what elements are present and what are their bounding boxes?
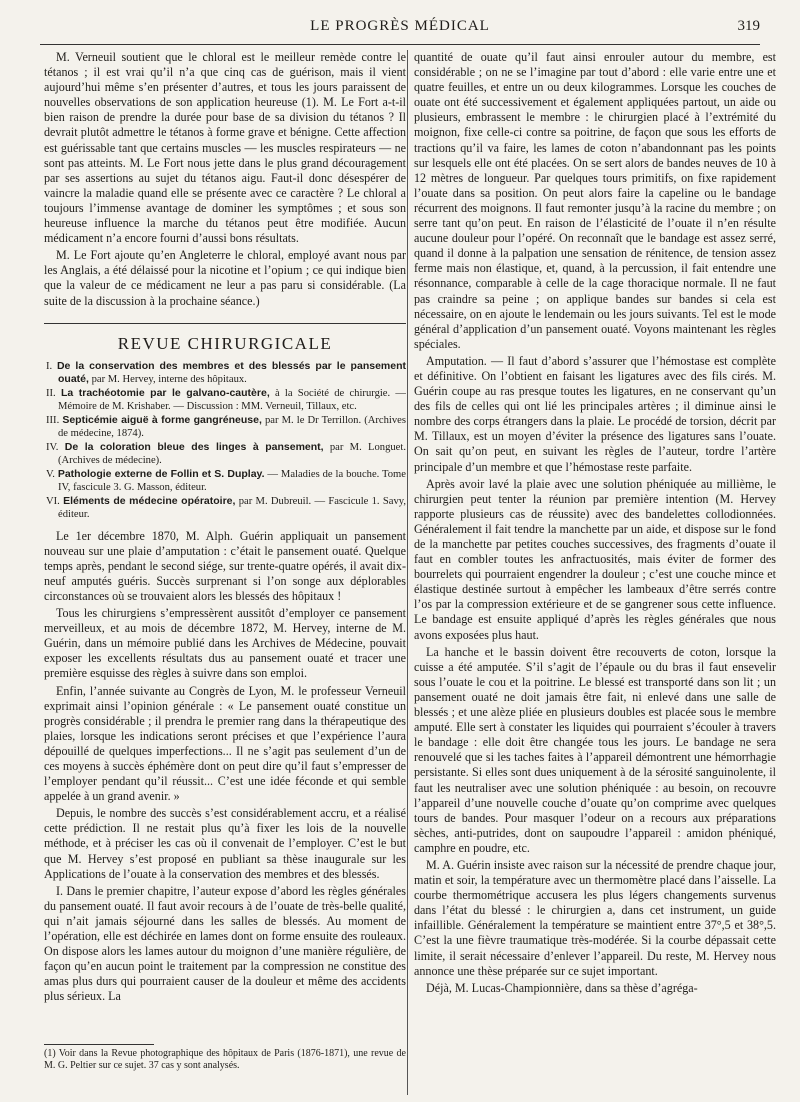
paragraph: Après avoir lavé la plaie avec une solution phéniquée au millième, le chirurgien peut tenter la réunion par première intention (M. Hervey rapporte plusieurs cas de réussite) avec des bandelettes collodionnées. Généralement il fait tendre la manchette par un aide, et dispose sur le fond de la manchette par petites couches successives, des fragments d’ouate il faut en combler toutes les anfractuosités, mais éviter de former des bourrelets qui pourraient engendrer la douleur ; c’est une couche mince et élastique destinée surtout à empêcher les lambeaux d’être serrés contre l’os par la compression extérieure et de se gangrener sous cette influence. Le bandage est ensuite appliqué d’après les règles générales que nous avons exposées plus haut.: [414, 476, 776, 642]
contents-item: V. Pathologie externe de Follin et S. Duplay. — Maladies de la bouche. Tome IV, fascicule 3. G. Masson, éditeur.: [46, 467, 406, 493]
column-divider: [407, 50, 408, 1095]
review-contents-list: [44, 360, 406, 521]
paragraph: Déjà, M. Lucas-Championnière, dans sa thèse d’agréga-: [426, 980, 698, 995]
contents-item: III. Septicémie aiguë à forme gangréneuse, par M. le Dr Terrillon. (Archives de médecine, 1874).: [46, 413, 406, 439]
footnote: (1) Voir dans la Revue photographique des hôpitaux de Paris (1876-1871), une revue de M. G. Peltier sur ce sujet. 37 cas y sont analysés.: [44, 1048, 406, 1071]
paragraph: M. A. Guérin insiste avec raison sur la nécessité de prendre chaque jour, matin et soir, la température avec un thermomètre placé dans l’aisselle. La courbe thermométrique accusera les plus légers changements survenus dans l’état du blessé : le chirurgien a, dans cet instrument, un guide infaillible. Généralement la température se maintient entre 37°,5 et 38°,5. C’est la une fièvre traumatique très-modérée. Si la courbe dépassait cette limite, il serait nécessaire d’enlever l’appareil. Du reste, M. Hervey nous annonce une thèse préparée sur ce sujet important.: [414, 857, 776, 978]
paragraph: La hanche et le bassin doivent être recouverts de coton, lorsque la cuisse a été amputée. S’il s’agit de l’épaule ou du bras il faut ensevelir sous l’ouate le cou et la poitrine. Le blessé est transporté dans son lit ; un pansement ouaté ne doit jamais être fait, ni enlevé dans une salle de blessés ; et une alèze pliée en plusieurs doubles est placée sous le membre amputé. Elle sert à constater les liquides qui pourraient s’écouler à travers le bandage : elle doit être changée tous les jours. Le bandage ne sera renouvelé que si les taches faites à l’appareil démontrent une hémorrhagie persistante. Si elles sont dues uniquement à de la sérosité sanguinolente, il faut les neutraliser avec une solution phéniquée : au besoin, on recouvre l’appareil d’une nouvelle couche d’ouate qu’on comprime avec quelques tours de bandes. Pour masquer l’odeur on a recours aux préparations sèches, anti-putrides, dont on saupoudre l’appareil : amidon phéniqué, camphre en poudre, etc.: [414, 644, 776, 855]
paragraph: Enfin, l’année suivante au Congrès de Lyon, M. le professeur Verneuil exprimait ainsi l’opinion générale : « Le pansement ouaté constitue un progrès considérable ; il prendra le premier rang dans la thérapeutique des plaies, lorsque les indications seront précises et que l’expérience l’aura dépouillé de quelques imperfections... Il ne s’agit pas seulement d’un de ces moyens à succès éphémère dont on peut dire qu’il faut s’empresser de l’employer pendant qu’il réussit... C’est une idée féconde et qui semble appelée à un grand avenir. »: [44, 683, 406, 804]
contents-item: II. La trachéotomie par le galvano-cautère, à la Société de chirurgie. — Mémoire de M. Krishaber. — Discussion : MM. Verneuil, Tillaux, etc.: [46, 386, 406, 412]
contents-item: IV. De la coloration bleue des linges à pansement, par M. Longuet. (Archives de médecine).: [46, 440, 406, 466]
contents-item: VI. Eléments de médecine opératoire, par M. Dubreuil. — Fascicule 1. Savy, éditeur.: [46, 494, 406, 520]
paragraph: Le 1er décembre 1870, M. Alph. Guérin appliquait un pansement nouveau sur une plaie d’amputation : c’était le pansement ouaté. Quelque temps après, pendant le second siége, sur trente-quatre opérés, il avait dix-neuf amputés guéris. Succès surprenant si l’on songe aux déplorables circonstances où se trouvaient alors les blessés des hôpitaux !: [44, 528, 406, 603]
paragraph: Amputation. — Il faut d’abord s’assurer que l’hémostase est complète et définitive. On l’obtient en faisant les ligatures avec des fils cirés. M. Guérin coupe au ras presque toutes les ligatures, en ne conservant qu’un des fils de celles qui ont lié les principales artères ; il diminue ainsi le nombre des corps étrangers dans la plaie. Le procédé de torsion, décrit par M. Tillaux, est un moyen d’éviter la présence des ligatures sans l’ouate. On sait qu’on peut, en suivant les règles de l’auteur, tordre l’artère principale d’un membre et que l’hémostase reste parfaite.: [414, 353, 776, 474]
right-column: [414, 50, 776, 1100]
paragraph: M. Le Fort ajoute qu’en Angleterre le chloral, employé avant nous par les Anglais, a été délaissé pour la nicotine et l’opium ; ce qui indique bien que la valeur de ce médicament ne leur a pas paru si considérable. (La suite de la discussion à la prochaine séance.): [44, 248, 406, 308]
section-title: REVUE CHIRURGICALE: [44, 323, 406, 354]
page-header: [40, 14, 760, 45]
paragraph: Depuis, le nombre des succès s’est considérablement accru, et a réalisé cette prédiction. Il ne restait plus qu’à fixer les lois de la nouvelle méthode, et à préciser les cas où il convenait de l’employer. C’est le but que M. Hervey s’est proposé en publiant sa thèse inaugurale sur les Applications de l’ouate à la conservation des membres et des blessés.: [44, 806, 406, 881]
left-column: [44, 50, 406, 1040]
footnote-rule: [44, 1044, 154, 1045]
paragraph: I. Dans le premier chapitre, l’auteur expose d’abord les règles générales du pansement ouaté. Il faut avoir recours à de l’ouate de très-belle qualité, qui n’ait jamais séjourné dans les salles de blessés. Au moment de l’opération, elle est déchirée en lames dont on forme ensuite des rouleaux. On dispose alors les lames autour du moignon d’une manière régulière, de façon qu’en aucun point le traitement par la compression ne constitue des amas plus durs qui pourraient causer de la douleur et même des accidents plus sérieux. La: [44, 883, 406, 1004]
journal-title: LE PROGRÈS MÉDICAL: [310, 18, 490, 34]
paragraph: Tous les chirurgiens s’empressèrent aussitôt d’employer ce pansement merveilleux, et au mois de décembre 1872, M. Hervey, interne de M. Guérin, dans un mémoire publié dans les Archives de Médecine, pouvait exposer les excellents résultats dus au pansement ouaté et tracer une première esquisse des règles à suivre dans son emploi.: [44, 606, 406, 681]
paragraph: M. Verneuil soutient que le chloral est le meilleur remède contre le tétanos ; il est vrai qu’il n’a que cinq cas de guérison, mais il vient aujourd’hui même s’en présenter d’autres, et tous les jours paraissent de nouvelles observations de son application heureuse (1). M. Le Fort a-t-il bien raison de prendre la durée pour base de sa division du tétanos ? Il devrait plutôt admettre le tétanos à forme grave et bénigne. Cette affection est guérissable tant que certains muscles — les muscles respirateurs — ne sont pas atteints. M. Le Fort nous jette dans le plus grand découragement par ses assertions au sujet du tétanos aigu. Faut-il donc désespérer de vaincre la maladie quand elle se présente avec ce caractère ? Le chloral a toujours l’immense avantage de dominer les symptômes ; et sous son heureuse influence la marche du tétanos peut être modifiée. Aucun médicament n’a encore fourni d’aussi bons résultats.: [44, 50, 406, 246]
paragraph: quantité de ouate qu’il faut ainsi enrouler autour du membre, est considérable ; on ne se l’imagine par tout d’abord : elle varie entre une et quatre feuilles, et entre un ou deux kilogrammes. Lorsque les couches de ouate ont été successivement et également appliquées partout, un aide ou plusieurs, embrassent le membre : le chirurgien placé à l’extrémité du moignon, fixe celle-ci contre sa poitrine, de façon que sous les efforts de tractions qu’il va faire, les lames de coton n’abandonnant pas les points sur lesquels elle ont été placées. On se sert alors de bandes neuves de 10 à 12 mètres de longueur. Par quelques tours primitifs, on fixe rapidement l’ouate dans sa position. On peut alors faire la capeline ou le bandage récurrent des moignons. Il faut remonter jusqu’à la racine du membre ; on serre tant qu’on peut. En raison de l’élasticité de l’ouate il n’en résulte aucune douleur pour l’opéré. On reconnaît que le bandage est assez serré, quand il donne à la palpation une sensation de rénitence, de tension assez ferme mais non élastique, et, quand, à la percussion, il fait entendre une résonnance, comparable à celle de la cage thoracique normale. Il ne faut pas craindre sa peine ; on applique bandes sur bandes si cela est nécessaire, on en ajoute le lendemain ou les jours suivants. Tel est le mode général d’application d’un pansement ouaté. Voyons maintenant les règles spéciales.: [414, 50, 776, 351]
page-number: 319: [737, 18, 760, 34]
contents-item: I. De la conservation des membres et des blessés par le pansement ouaté, par M. Hervey, interne des hôpitaux.: [46, 359, 406, 385]
